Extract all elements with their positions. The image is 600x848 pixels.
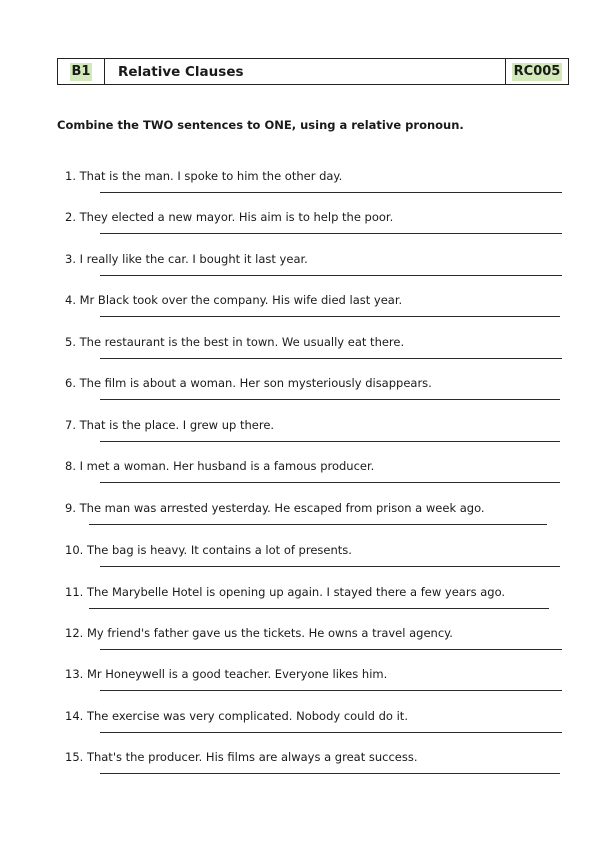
question-text: 2. They elected a new mayor. His aim is to help the poor. — [65, 210, 394, 224]
answer-line[interactable] — [100, 732, 562, 733]
answer-line[interactable] — [100, 649, 562, 650]
question-text: 14. The exercise was very complicated. Nobody could do it. — [65, 709, 408, 723]
question-item — [0, 667, 600, 707]
question-item — [0, 459, 600, 499]
answer-line[interactable] — [100, 690, 562, 691]
worksheet-header — [57, 58, 569, 85]
question-text: 9. The man was arrested yesterday. He escaped from prison a week ago. — [65, 501, 485, 515]
question-item — [0, 501, 600, 541]
question-item — [0, 709, 600, 749]
question-item — [0, 543, 600, 583]
level-cell — [58, 59, 105, 84]
answer-line[interactable] — [89, 608, 549, 609]
answer-line[interactable] — [100, 566, 560, 567]
question-text: 8. I met a woman. Her husband is a famous producer. — [65, 459, 375, 473]
instructions: Combine the TWO sentences to ONE, using a relative pronoun. — [57, 118, 464, 132]
question-item — [0, 293, 600, 333]
worksheet-title: Relative Clauses — [118, 63, 244, 80]
question-text: 3. I really like the car. I bought it last year. — [65, 252, 308, 266]
code-cell — [506, 59, 568, 84]
answer-line[interactable] — [100, 399, 560, 400]
question-text: 6. The film is about a woman. Her son mysteriously disappears. — [65, 376, 432, 390]
answer-line[interactable] — [100, 233, 562, 234]
question-item — [0, 252, 600, 292]
answer-line[interactable] — [100, 482, 560, 483]
question-item — [0, 626, 600, 666]
answer-line[interactable] — [100, 773, 560, 774]
question-text: 7. That is the place. I grew up there. — [65, 418, 275, 432]
question-item — [0, 210, 600, 250]
title-cell — [105, 59, 506, 84]
answer-line[interactable] — [100, 358, 562, 359]
level-badge: B1 — [71, 63, 91, 79]
worksheet-code: RC005 — [513, 63, 561, 79]
question-text: 1. That is the man. I spoke to him the other day. — [65, 169, 343, 183]
question-item — [0, 750, 600, 790]
question-item — [0, 418, 600, 458]
question-text: 5. The restaurant is the best in town. We usually eat there. — [65, 335, 405, 349]
question-text: 4. Mr Black took over the company. His wife died last year. — [65, 293, 403, 307]
question-item — [0, 169, 600, 209]
question-item — [0, 585, 600, 625]
question-text: 12. My friend's father gave us the tickets. He owns a travel agency. — [65, 626, 453, 640]
answer-line[interactable] — [100, 316, 560, 317]
question-text: 15. That's the producer. His films are always a great success. — [65, 750, 418, 764]
answer-line[interactable] — [89, 524, 547, 525]
answer-line[interactable] — [100, 275, 562, 276]
question-item — [0, 376, 600, 416]
question-text: 10. The bag is heavy. It contains a lot of presents. — [65, 543, 352, 557]
answer-line[interactable] — [100, 441, 560, 442]
question-text: 11. The Marybelle Hotel is opening up again. I stayed there a few years ago. — [65, 585, 506, 599]
question-text: 13. Mr Honeywell is a good teacher. Everyone likes him. — [65, 667, 388, 681]
question-item — [0, 335, 600, 375]
answer-line[interactable] — [100, 192, 562, 193]
